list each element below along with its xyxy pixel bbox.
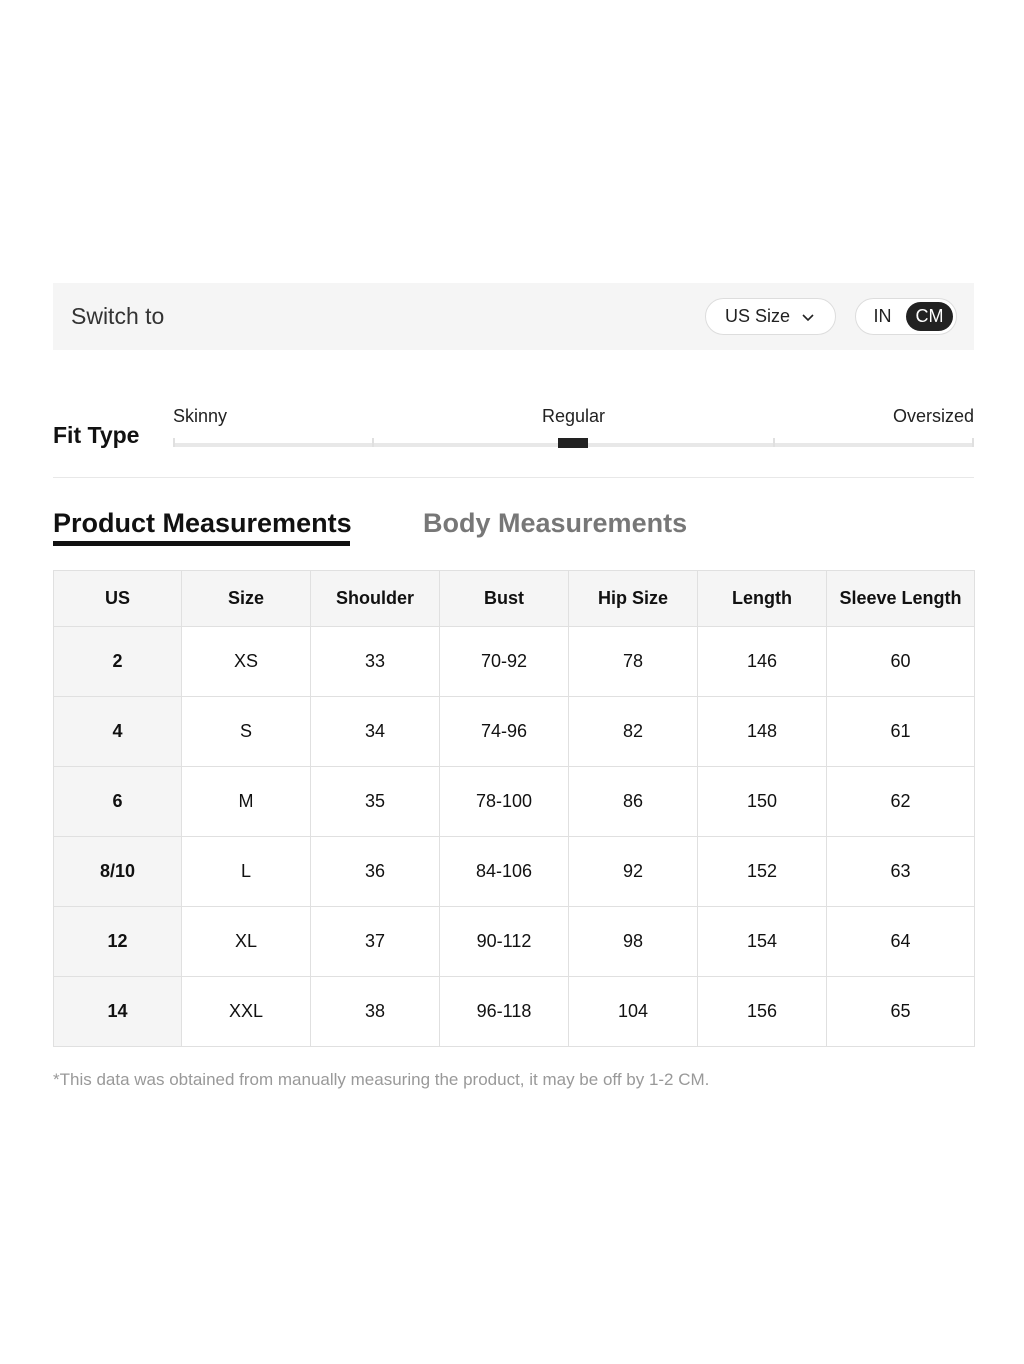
cell-shoulder: 38: [311, 977, 440, 1047]
chevron-down-icon: [800, 309, 816, 325]
unit-option-cm[interactable]: CM: [906, 302, 953, 331]
table-row: [54, 977, 975, 1047]
cell-sleeve-length: 63: [827, 837, 975, 907]
column-header-sleeve-length: Sleeve Length: [827, 571, 975, 627]
cell-bust: 70-92: [440, 627, 569, 697]
switch-bar: [53, 283, 974, 350]
fit-scale-marker: [558, 438, 588, 448]
fit-scale-tick: [972, 438, 974, 447]
cell-hip-size: 82: [569, 697, 698, 767]
cell-size: S: [182, 697, 311, 767]
size-system-dropdown[interactable]: [705, 298, 836, 335]
cell-size: XL: [182, 907, 311, 977]
cell-shoulder: 36: [311, 837, 440, 907]
fit-scale-tick: [773, 438, 775, 447]
cell-hip-size: 104: [569, 977, 698, 1047]
size-chart-table: [53, 570, 975, 1047]
cell-hip-size: 86: [569, 767, 698, 837]
column-header-us: US: [54, 571, 182, 627]
fit-label-skinny: Skinny: [173, 406, 228, 426]
cell-sleeve-length: 60: [827, 627, 975, 697]
cell-bust: 74-96: [440, 697, 569, 767]
cell-shoulder: 33: [311, 627, 440, 697]
cell-us: 2: [54, 627, 182, 697]
cell-shoulder: 34: [311, 697, 440, 767]
table-row: [54, 837, 975, 907]
fit-label-regular: Regular: [542, 406, 606, 426]
active-tab-underline: [53, 541, 350, 546]
fit-scale-tick: [173, 438, 175, 447]
unit-option-in[interactable]: IN: [873, 306, 892, 326]
tab-body-measurements[interactable]: Body Measurements: [423, 508, 688, 538]
switch-to-label: Switch to: [71, 303, 165, 329]
cell-length: 156: [698, 977, 827, 1047]
cell-length: 150: [698, 767, 827, 837]
table-row: [54, 907, 975, 977]
fit-scale-tick: [372, 438, 374, 447]
cell-bust: 90-112: [440, 907, 569, 977]
cell-length: 146: [698, 627, 827, 697]
cell-size: XS: [182, 627, 311, 697]
cell-length: 154: [698, 907, 827, 977]
cell-sleeve-length: 61: [827, 697, 975, 767]
fit-label-oversized: Oversized: [892, 406, 974, 426]
table-row: [54, 627, 975, 697]
table-row: [54, 697, 975, 767]
cell-length: 148: [698, 697, 827, 767]
fit-type-title: Fit Type: [53, 422, 140, 448]
cell-hip-size: 78: [569, 627, 698, 697]
cell-us: 4: [54, 697, 182, 767]
cell-length: 152: [698, 837, 827, 907]
cell-shoulder: 35: [311, 767, 440, 837]
section-divider: [53, 477, 974, 478]
unit-toggle: [855, 298, 957, 335]
cell-size: L: [182, 837, 311, 907]
table-header-row: [54, 571, 975, 627]
size-system-value: US Size: [724, 306, 791, 326]
cell-hip-size: 92: [569, 837, 698, 907]
cell-hip-size: 98: [569, 907, 698, 977]
cell-us: 12: [54, 907, 182, 977]
cell-us: 8/10: [54, 837, 182, 907]
cell-size: M: [182, 767, 311, 837]
cell-bust: 84-106: [440, 837, 569, 907]
cell-bust: 96-118: [440, 977, 569, 1047]
cell-sleeve-length: 62: [827, 767, 975, 837]
column-header-bust: Bust: [440, 571, 569, 627]
cell-us: 14: [54, 977, 182, 1047]
measurement-disclaimer: *This data was obtained from manually measuring the product, it may be off by 1-2 CM.: [53, 1070, 710, 1089]
cell-sleeve-length: 65: [827, 977, 975, 1047]
column-header-length: Length: [698, 571, 827, 627]
cell-bust: 78-100: [440, 767, 569, 837]
cell-shoulder: 37: [311, 907, 440, 977]
cell-size: XXL: [182, 977, 311, 1047]
tab-product-measurements[interactable]: Product Measurements: [53, 508, 352, 538]
cell-sleeve-length: 64: [827, 907, 975, 977]
table-row: [54, 767, 975, 837]
column-header-hip-size: Hip Size: [569, 571, 698, 627]
column-header-size: Size: [182, 571, 311, 627]
column-header-shoulder: Shoulder: [311, 571, 440, 627]
cell-us: 6: [54, 767, 182, 837]
